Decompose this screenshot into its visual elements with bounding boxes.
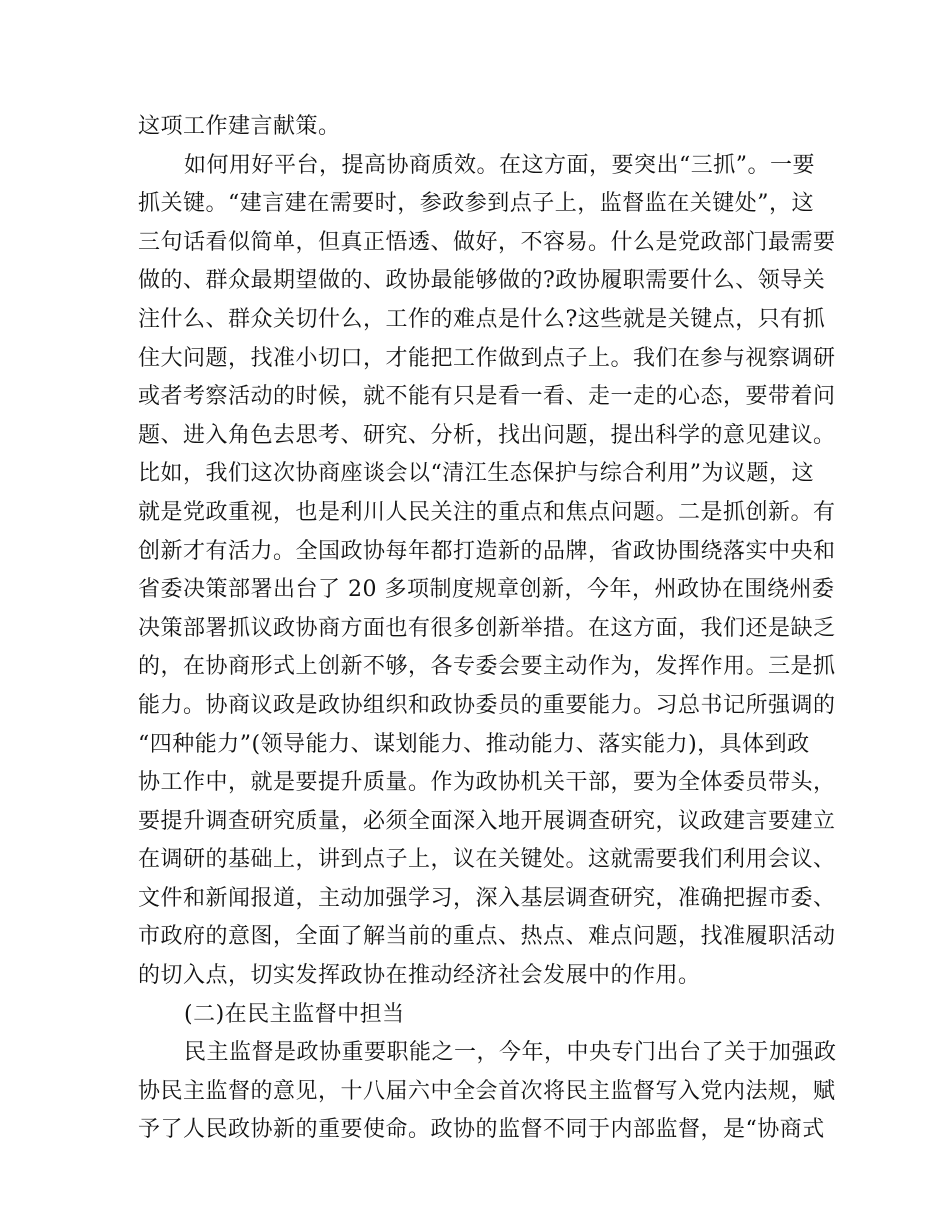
- text-line: 文件和新闻报道，主动加强学习，深入基层调查研究，准确把握市委、: [138, 885, 836, 911]
- text-line: 就是党政重视，也是利川人民关注的重点和焦点问题。二是抓创新。有: [138, 499, 836, 525]
- body-text: [138, 108, 837, 1150]
- text-line: 市政府的意图，全面了解当前的重点、热点、难点问题，找准履职活动: [138, 924, 836, 950]
- text-line: 协工作中，就是要提升质量。作为政协机关干部，要为全体委员带头，: [138, 770, 836, 796]
- text-line: 决策部署抓议政协商方面也有很多创新举措。在这方面，我们还是缺乏: [138, 615, 836, 641]
- text-line: 能力。协商议政是政协组织和政协委员的重要能力。习总书记所强调的: [138, 692, 836, 718]
- text-line: 比如，我们这次协商座谈会以“清江生态保护与综合利用”为议题，这: [138, 461, 814, 487]
- text-line: 住大问题，找准小切口，才能把工作做到点子上。我们在参与视察调研: [138, 345, 836, 371]
- text-line: 省委决策部署出台了 20 多项制度规章创新，今年，州政协在围绕州委: [138, 577, 835, 603]
- text-line: 创新才有活力。全国政协每年都打造新的品牌，省政协围绕落实中央和: [138, 538, 836, 564]
- text-line: 三句话看似简单，但真正悟透、做好，不容易。什么是党政部门最需要: [138, 229, 836, 255]
- text-line: 在调研的基础上，讲到点子上，议在关键处。这就需要我们利用会议、: [138, 847, 836, 873]
- text-line: “四种能力”(领导能力、谋划能力、推动能力、落实能力)，具体到政: [138, 731, 810, 757]
- text-line: 要提升调查研究质量，必须全面深入地开展调查研究，议政建言要建立: [138, 808, 836, 834]
- text-line: 注什么、群众关切什么，工作的难点是什么?这些就是关键点，只有抓: [138, 306, 826, 332]
- text-line: (二)在民主监督中担当: [184, 1001, 405, 1027]
- text-line: 协民主监督的意见，十八届六中全会首次将民主监督写入党内法规，赋: [138, 1078, 836, 1104]
- text-line: 或者考察活动的时候，就不能有只是看一看、走一走的心态，要带着问: [138, 384, 836, 410]
- text-line: 的切入点，切实发挥政协在推动经济社会发展中的作用。: [138, 963, 701, 989]
- text-line: 做的、群众最期望做的、政协最能够做的?政协履职需要什么、领导关: [138, 268, 826, 294]
- text-line: 如何用好平台，提高协商质效。在这方面，要突出“三抓”。一要: [184, 152, 815, 178]
- text-line: 这项工作建言献策。: [138, 114, 341, 139]
- text-line: 予了人民政协新的重要使命。政协的监督不同于内部监督，是“协商式: [138, 1117, 825, 1143]
- text-line: 题、进入角色去思考、研究、分析，找出问题，提出科学的意见建议。: [138, 422, 836, 448]
- text-line: 抓关键。“建言建在需要时，参政参到点子上，监督监在关键处”，这: [138, 191, 814, 217]
- text-line: 民主监督是政协重要职能之一，今年，中央专门出台了关于加强政: [184, 1040, 837, 1066]
- text-line: 的，在协商形式上创新不够，各专委会要主动作为，发挥作用。三是抓: [138, 654, 836, 680]
